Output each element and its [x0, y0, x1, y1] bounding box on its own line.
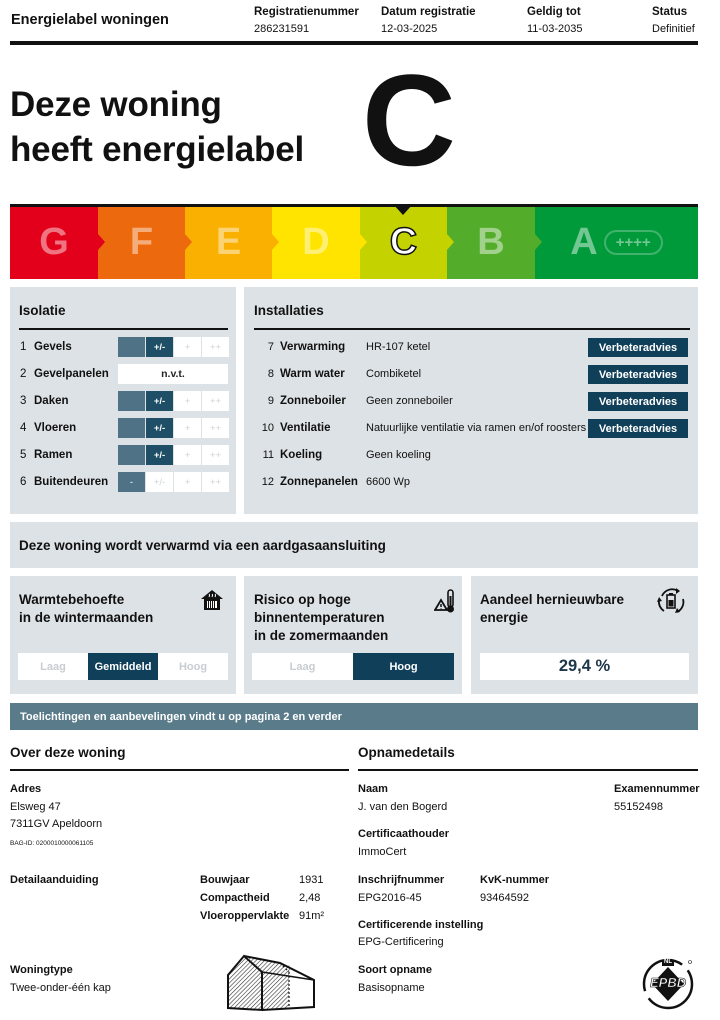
- registratienummer-value: 286231591: [254, 23, 310, 35]
- isolatie-row-ramen: [20, 445, 72, 465]
- isolatie-row-daken: [20, 391, 69, 411]
- installaties-title: Installaties: [254, 303, 324, 318]
- row-label: Gevels: [34, 341, 72, 353]
- datum-registratie-value: 12-03-2025: [381, 23, 438, 35]
- registratienummer-label: Registratienummer: [254, 6, 359, 18]
- label-segment-f: [98, 205, 185, 279]
- over-woning-divider: [10, 769, 349, 771]
- rating-scale: [118, 445, 230, 465]
- epbd-logo-text: EPBD: [650, 975, 687, 990]
- rating-plusplus: ++: [202, 472, 229, 492]
- hernieuwbaar-value: 29,4 %: [480, 653, 689, 680]
- rating-scale: [118, 391, 230, 411]
- scale-option-hoog: Hoog: [353, 653, 454, 680]
- row-number: 4: [20, 422, 27, 434]
- row-label: Verwarming: [280, 341, 346, 353]
- over-woning-title: Over deze woning: [10, 745, 126, 760]
- rating-plus: +: [174, 391, 201, 411]
- house-radiator-icon: [200, 588, 224, 612]
- row-number: 8: [267, 368, 274, 380]
- row-value: Geen koeling: [366, 449, 431, 461]
- rating-plusminus: +/-: [146, 337, 173, 357]
- label-segment-c: [360, 205, 447, 279]
- title-line: in de zomermaanden: [254, 628, 389, 643]
- isolatie-row-vloeren: [20, 418, 76, 438]
- adres-line-1: Elsweg 47: [10, 801, 61, 813]
- warmtebehoefte-scale: [18, 653, 228, 680]
- woningtype-label: Woningtype: [10, 964, 73, 976]
- row-label: Warm water: [280, 368, 345, 380]
- bouwjaar-value: 1931: [299, 874, 324, 886]
- scale-option-hoog: Hoog: [178, 660, 208, 673]
- rating-plusminus: +/-: [146, 391, 173, 411]
- label-letter-g: G: [39, 220, 69, 263]
- row-label: Zonnepanelen: [280, 476, 358, 488]
- installaties-panel: [244, 287, 698, 514]
- verbeteradvies-button-zonneboiler[interactable]: Verbeteradvies: [588, 392, 688, 411]
- epbd-logo: [640, 955, 696, 1011]
- status-label: Status: [652, 6, 688, 18]
- examennummer-label: Examennummer: [614, 783, 700, 795]
- row-number: 7: [267, 341, 274, 353]
- row-value: Geen zonneboiler: [366, 395, 453, 407]
- energy-label-scale: [10, 205, 698, 279]
- isolatie-divider: [19, 328, 228, 330]
- rating-minus: [118, 391, 145, 411]
- row-label: Ramen: [34, 449, 73, 461]
- row-number: 11: [262, 449, 274, 461]
- label-scale-topline: [10, 204, 698, 207]
- row-label: Ventilatie: [280, 422, 331, 434]
- bag-id: BAG-ID: 0200010000061105: [10, 840, 94, 847]
- rating-scale: [118, 472, 230, 492]
- active-label-pointer-icon: [393, 204, 413, 215]
- heating-note: Deze woning wordt verwarmd via een aardgasaansluiting: [19, 537, 386, 553]
- recycle-battery-icon: [656, 586, 686, 616]
- title-line: Risico op hoge: [254, 592, 351, 607]
- title-line: Warmtebehoefte: [19, 592, 125, 607]
- row-label: Vloeren: [34, 422, 77, 434]
- title-line: binnentemperaturen: [254, 610, 385, 625]
- row-label: Buitendeuren: [34, 476, 109, 488]
- row-number: 1: [20, 341, 27, 353]
- rating-plusplus: ++: [202, 337, 229, 357]
- label-letter-b: B: [477, 220, 505, 263]
- row-number: 2: [20, 368, 27, 380]
- label-segment-d: [272, 205, 360, 279]
- rating-plusminus: +/-: [146, 445, 173, 465]
- examennummer-value: 55152498: [614, 801, 663, 813]
- risico-title: [254, 591, 388, 645]
- opnamedetails-title: Opnamedetails: [358, 745, 455, 760]
- hernieuwbaar-card: [471, 576, 698, 694]
- row-label: Zonneboiler: [280, 395, 346, 407]
- rating-scale: [118, 337, 230, 357]
- installatie-row-koeling: [254, 445, 694, 465]
- isolatie-row-gevels: [20, 337, 72, 357]
- isolatie-panel: [10, 287, 236, 514]
- rating-minus: [118, 418, 145, 438]
- rating-minus: [118, 337, 145, 357]
- certificerende-instelling-value: EPG-Certificering: [358, 936, 444, 948]
- naam-label: Naam: [358, 783, 388, 795]
- hernieuwbaar-title: [480, 591, 624, 627]
- scale-option-laag: Laag: [289, 660, 316, 673]
- risico-card: [244, 576, 462, 694]
- header-divider: [10, 41, 698, 45]
- row-number: 6: [20, 476, 27, 488]
- a-plus-pill: ++++: [604, 230, 663, 255]
- geldig-tot-value: 11-03-2035: [527, 23, 583, 35]
- row-value: HR-107 ketel: [366, 341, 431, 353]
- rating-plus: +: [174, 445, 201, 465]
- soort-opname-value: Basisopname: [358, 982, 425, 994]
- label-letter-d: D: [302, 220, 330, 263]
- geldig-tot-label: Geldig tot: [527, 6, 581, 18]
- hero-line-1: Deze woning: [10, 85, 222, 124]
- epbd-logo-nl: NL: [664, 959, 672, 965]
- status-value: Definitief: [652, 23, 695, 35]
- status: [652, 6, 695, 35]
- title-line: Aandeel hernieuwbare: [480, 592, 625, 607]
- row-number: 5: [20, 449, 27, 461]
- installatie-row-zonnepanelen: [254, 472, 694, 492]
- woningtype-value: Twee-onder-één kap: [10, 982, 111, 994]
- row-number: 12: [261, 476, 274, 488]
- row-value: Natuurlijke ventilatie via ramen en/of roosters: [366, 422, 587, 434]
- info-banner: Toelichtingen en aanbevelingen vindt u op pagina 2 en verder: [10, 703, 698, 730]
- warning-thermometer-icon: [434, 588, 456, 614]
- isolatie-row-buitendeuren: [20, 472, 108, 492]
- scale-option-gemiddeld: Gemiddeld: [88, 653, 158, 680]
- energy-label-letter: C: [362, 47, 456, 193]
- rating-scale: [118, 364, 229, 384]
- title-line: energie: [480, 610, 529, 625]
- rating-plusminus: +/-: [146, 472, 173, 492]
- installaties-divider: [254, 328, 690, 330]
- title-line: in de wintermaanden: [19, 610, 154, 625]
- compactheid-label: Compactheid: [200, 892, 270, 904]
- rating-plusplus: ++: [202, 445, 229, 465]
- heating-note-panel: [10, 522, 698, 568]
- inschrijfnummer-label: Inschrijfnummer: [358, 874, 445, 886]
- label-segment-a: [535, 205, 698, 279]
- certificerende-instelling-label: Certificerende instelling: [358, 919, 484, 931]
- row-value: Combiketel: [366, 368, 422, 380]
- rating-plus: +: [174, 472, 201, 492]
- rating-plus: +: [174, 418, 201, 438]
- label-letter-e: E: [215, 220, 242, 263]
- adres-label: Adres: [10, 783, 42, 795]
- rating-minus: [118, 445, 145, 465]
- label-segment-b: [447, 205, 535, 279]
- rating-nvt: n.v.t.: [118, 364, 228, 384]
- scale-option-laag: Laag: [40, 660, 66, 673]
- rating-scale: [118, 418, 230, 438]
- semi-detached-house-icon: [226, 952, 318, 1014]
- row-label: Gevelpanelen: [34, 368, 109, 380]
- registratienummer: [254, 6, 359, 35]
- verbeteradvies-button-verwarming[interactable]: Verbeteradvies: [588, 338, 688, 357]
- inschrijfnummer-value: EPG2016-45: [358, 892, 422, 904]
- naam-value: J. van den Bogerd: [358, 801, 448, 813]
- rating-plusplus: ++: [202, 391, 229, 411]
- geldig-tot: [527, 6, 582, 35]
- row-label: Daken: [34, 395, 69, 407]
- isolatie-row-gevelpanelen: [20, 364, 109, 384]
- certificaathouder-value: ImmoCert: [358, 846, 407, 858]
- label-segment-e: [185, 205, 272, 279]
- rating-plusplus: ++: [202, 418, 229, 438]
- opnamedetails-divider: [358, 769, 698, 771]
- adres-line-2: 7311GV Apeldoorn: [10, 818, 103, 830]
- kvk-value: 93464592: [480, 892, 529, 904]
- certificaathouder-label: Certificaathouder: [358, 828, 450, 840]
- risico-scale: [252, 653, 454, 680]
- label-letter-f: F: [129, 220, 154, 263]
- row-value: 6600 Wp: [366, 476, 411, 488]
- warmtebehoefte-card: [10, 576, 236, 694]
- hero-line-2: heeft energielabel: [10, 130, 305, 169]
- detailaanduiding-label: Detailaanduiding: [10, 874, 99, 886]
- verbeteradvies-button-ventilatie[interactable]: Verbeteradvies: [588, 419, 688, 438]
- label-segment-g: [10, 205, 98, 279]
- row-number: 3: [20, 395, 27, 407]
- row-number: 10: [261, 422, 274, 434]
- document-title: Energielabel woningen: [11, 12, 169, 28]
- row-number: 9: [267, 395, 274, 407]
- label-letter-c: C: [389, 220, 418, 263]
- datum-registratie: [381, 6, 476, 35]
- rating-plus: +: [174, 337, 201, 357]
- isolatie-title: Isolatie: [19, 303, 66, 318]
- rating-minus: -: [118, 472, 145, 492]
- bouwjaar-label: Bouwjaar: [200, 874, 250, 886]
- vloeroppervlakte-value: 91m²: [299, 910, 325, 922]
- label-letter-a: A: [570, 220, 598, 263]
- kvk-label: KvK-nummer: [480, 874, 550, 886]
- datum-registratie-label: Datum registratie: [381, 6, 476, 18]
- compactheid-value: 2,48: [299, 892, 321, 904]
- hero-heading: [10, 82, 304, 172]
- warmtebehoefte-title: [19, 591, 153, 627]
- row-label: Koeling: [280, 449, 323, 461]
- verbeteradvies-button-warm-water[interactable]: Verbeteradvies: [588, 365, 688, 384]
- vloeroppervlakte-label: Vloeroppervlakte: [200, 910, 290, 922]
- rating-plusminus: +/-: [146, 418, 173, 438]
- soort-opname-label: Soort opname: [358, 964, 432, 976]
